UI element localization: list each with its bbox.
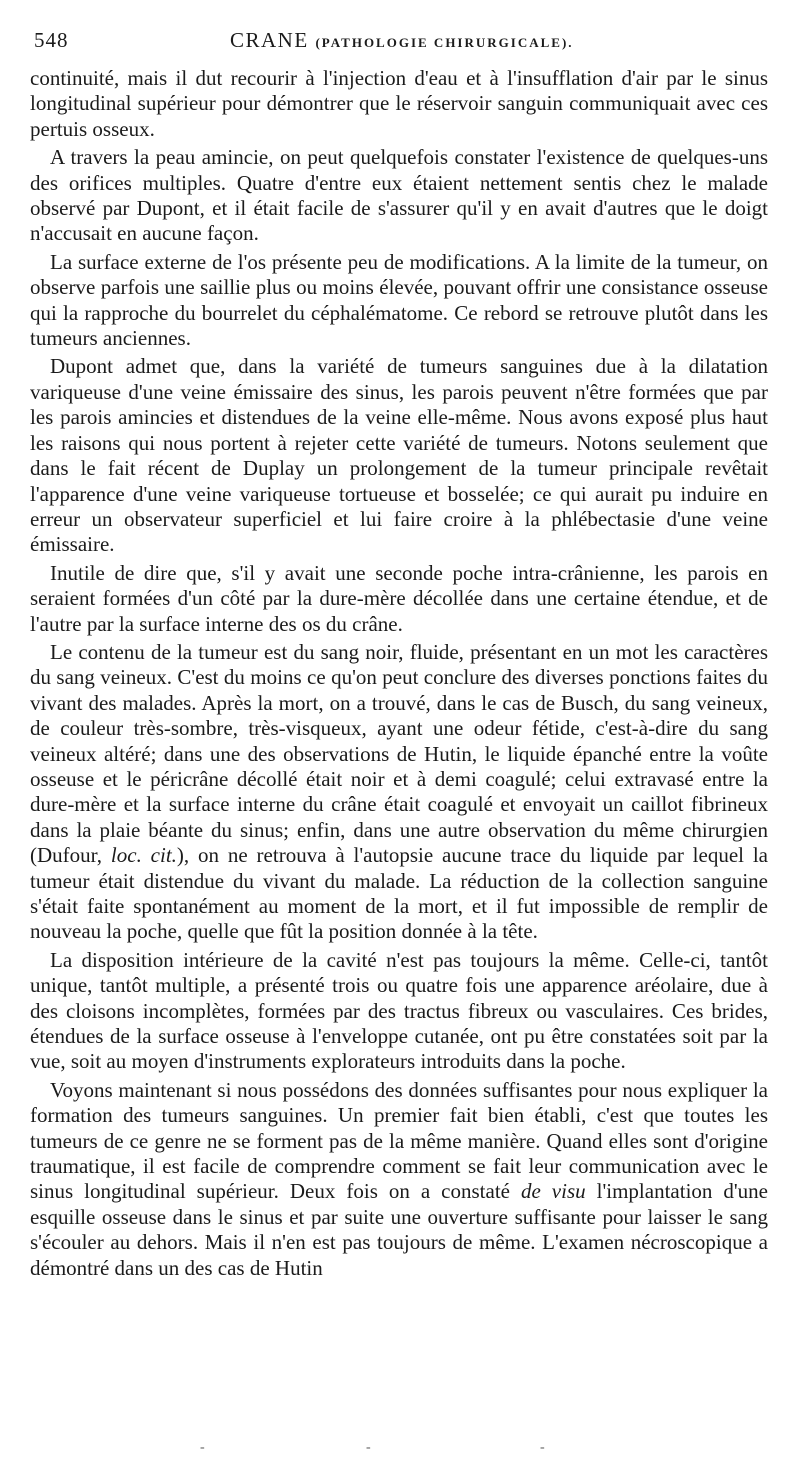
paragraph-8-body: Voyons maintenant si nous possédons des données suffisantes pour nous expliquer la formation des tumeurs sanguines. Un premier fait bien établi, c'est que toutes les tumeurs de ce genre ne se forment pas de la même manière. Quand elles sont d'origine traumatique, il est facile de comprendre comment se fait leur communication avec le sinus longitudinal supérieur. Deux fois on a constaté bbox=[30, 1077, 768, 1204]
paragraph-3: La surface externe de l'os présente peu de modifications. A la limite de la tumeur, on observe parfois une saillie plus ou moins élevée, pouvant offrir une consistance osseuse qui la rapproche du bourrelet du céphalématome. Ce rebord se retrouve plutôt dans les tumeurs anciennes. bbox=[30, 249, 768, 351]
paragraph-5: Inutile de dire que, s'il y avait une seconde poche intra-crânienne, les parois en seraient formées d'un côté par la dure-mère décollée dans une certaine étendue, et de l'autre par la surface interne des os du crâne. bbox=[30, 560, 768, 636]
paragraph-4: Dupont admet que, dans la variété de tumeurs sanguines due à la dilatation variqueuse d'une veine émissaire des sinus, les parois peuvent n'être formées que par les parois amincies et distendues de la veine elle-même. Nous avons exposé plus haut les raisons qui nous portent à rejeter cette variété de tumeurs. Notons seulement que dans le fait récent de Duplay un prolongement de la tumeur principale revêtait l'apparence d'une veine variqueuse tortueuse et bosselée; ce qui aurait pu induire en erreur un observateur superficiel et lui faire croire à la phlébectasie d'une veine émissaire. bbox=[30, 354, 768, 557]
paragraph-6-body: Le contenu de la tumeur est du sang noir, fluide, présentant en un mot les caractères du sang veineux. C'est du moins ce qu'on peut conclure des diverses ponctions faites du vivant des malades. Après la mort, on a trouvé, dans le cas de Busch, du sang veineux, de couleur très-sombre, très-visqueux, ayant une odeur fétide, c'est-à-dire du sang veineux altéré; dans une des observations de Hutin, le liquide épanché entre la voûte osseuse et le péricrâne décollé était noir et à demi coagulé; celui extravasé entre la dure-mère et la surface interne du crâne était coagulé et envoyait un caillot fibrineux dans la plaie béante du sinus; enfin, dans une autre observation du même chirurgien (Dufour, bbox=[30, 639, 768, 868]
running-title-sub: (PATHOLOGIE CHIRURGICALE). bbox=[315, 35, 574, 50]
paragraph-8 bbox=[30, 1078, 768, 1281]
running-title bbox=[230, 28, 574, 53]
page bbox=[30, 28, 768, 1281]
paragraph-8-tail: l'implantation d'une esquille osseuse dans le sinus et par suite une ouverture suffisante pour laisser le sang s'écouler au dehors. Mais il n'en est pas toujours de même. L'examen nécroscopique a démontré dans un des cas de Hutin bbox=[30, 1179, 769, 1280]
paragraph-6 bbox=[30, 640, 768, 945]
footer-mark: - bbox=[200, 1440, 205, 1455]
paragraph-2: A travers la peau amincie, on peut quelquefois constater l'existence de quelques-uns des orifices multiples. Quatre d'entre eux étaient nettement sentis chez le malade observé par Dupont, et il était facile de s'assurer qu'il y en avait d'autres que le doigt n'accusait en aucune façon. bbox=[30, 145, 768, 246]
paragraph-6-tail: ), on ne retrouva à l'autopsie aucune trace du liquide par lequel la tumeur était distendue du vivant du malade. La réduction de la collection sanguine s'était faite spontanément au moment de la mort, et il fut impossible de remplir de nouveau la poche, quelle que fût la position donnée à la tête. bbox=[30, 843, 768, 944]
paragraph-6-citation: loc. cit. bbox=[110, 843, 177, 868]
footer-mark: - bbox=[540, 1440, 545, 1455]
running-title-main: CRANE bbox=[230, 28, 309, 52]
paragraph-7: La disposition intérieure de la cavité n'est pas toujours la même. Celle-ci, tantôt unique, tantôt multiple, a présenté trois ou quatre fois une apparence aréolaire, due à des cloisons incomplètes, formées par des tractus fibreux ou vasculaires. Ces brides, étendues de la surface osseuse à l'enveloppe cutanée, ont pu être constatées soit par la vue, soit au moyen d'instruments explorateurs introduits dans la poche. bbox=[30, 947, 768, 1074]
paragraph-1: continuité, mais il dut recourir à l'injection d'eau et à l'insufflation d'air par le sinus longitudinal supérieur pour démontrer que le réservoir sanguin communiquait avec ces pertuis osseux. bbox=[30, 66, 768, 141]
footer-mark: - bbox=[366, 1440, 371, 1455]
running-header bbox=[30, 28, 768, 66]
page-number: 548 bbox=[34, 28, 69, 52]
footer-marks bbox=[0, 1440, 800, 1455]
paragraph-8-italic: de visu bbox=[520, 1179, 586, 1204]
